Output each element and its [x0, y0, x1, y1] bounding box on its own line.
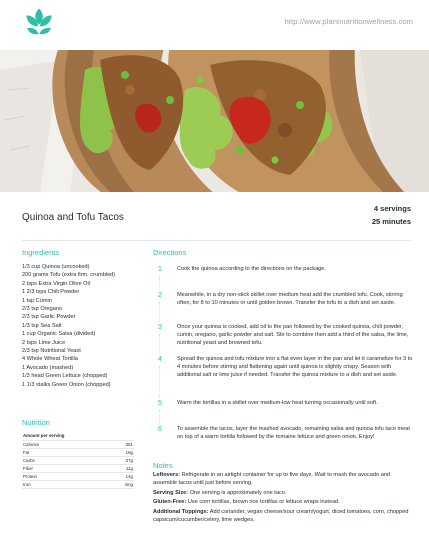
ingredient-item: 2/3 tsp Garlic Powder — [22, 314, 76, 321]
nutrition-table — [22, 432, 134, 489]
note-label: Additional Toppings: — [153, 509, 209, 516]
note-text: One serving is approximately one taco. — [188, 489, 287, 496]
note-item — [153, 509, 415, 525]
notes-section — [153, 472, 415, 527]
ingredient-item: 1/3 cup Quinoa (uncooked) — [22, 264, 90, 270]
step-text: Once your quinoa is cooked, add oil to the pan followed by the cooked quinoa, chili powder, cumin, oregano, garlic powder and salt. Stir to combine then add a third of the salsa, the lime, nutritional yeast and browned tofu. — [177, 324, 409, 346]
nutrient-label: Carbs — [22, 456, 93, 464]
step-text: To assemble the tacos, layer the mashed avocado, remaining salsa and quinoa tofu taco meat on top of a warm tortilla followed by the romaine lettuce and green onion. Enjoy! — [177, 426, 410, 440]
ingredient-item: 4 Whole Wheat Tortilla — [22, 356, 78, 363]
step-text: Cook the quinoa according to the directions on the package. — [177, 266, 326, 272]
ingredient-item: 2 tsps Extra Virgin Olive Oil — [22, 280, 90, 287]
nutrient-value: 351 — [93, 440, 134, 448]
ingredient-item: 1 Avocado (mashed) — [22, 364, 74, 371]
nutrient-label: Iron — [22, 480, 93, 488]
table-row — [22, 432, 134, 440]
step-connector — [159, 334, 161, 354]
note-item — [153, 499, 415, 507]
nutrition-heading: Nutrition — [22, 418, 50, 427]
step-connector — [159, 366, 161, 398]
note-text: Add coriander, vegan cheese/sour cream/yogurt, diced tomatoes, corn, chopped capsicum/cucumber/celery, lime wedges. — [153, 509, 409, 523]
tacos-illustration — [0, 50, 429, 192]
nutrient-value: 37g — [93, 456, 134, 464]
step-text: Spread the quinoa and tofu mixture into a flat even layer in the pan and let it caramelize for 3 to 4 minutes before stirring and flattening again until quinoa is slightly crispy. Season with additional salt or lime juice if needed. Transfer the quinoa mixture to a dish and set aside. — [177, 356, 413, 378]
note-text: Use corn tortillas, brown rice tortillas or lettuce wraps instead. — [186, 499, 340, 506]
notes-heading: Notes — [153, 461, 173, 470]
nutrient-label: Calories — [22, 440, 93, 448]
hero-photo — [0, 50, 429, 192]
ingredient-item: 1 2/3 tsps Chili Powder — [22, 289, 80, 296]
step-number: 6 — [158, 426, 162, 433]
ingredient-item: 1 tsp Cumin — [22, 297, 52, 304]
nutrient-value: 11g — [93, 464, 134, 472]
nutrient-label: Fiber — [22, 464, 93, 472]
note-label: Gluten-Free: — [153, 499, 187, 506]
step-number: 4 — [158, 356, 162, 363]
step-number: 1 — [158, 266, 162, 273]
table-row — [22, 440, 134, 448]
nutrition-header-label: Amount per serving — [22, 432, 134, 440]
ingredient-item: 1/3 head Green Lettuce (chopped) — [22, 373, 108, 380]
ingredients-heading: Ingredients — [22, 248, 60, 257]
step-connector — [159, 410, 161, 424]
site-url[interactable]: http://www.plantnutritionwellness.com — [284, 17, 413, 26]
ingredient-item: 1 1/3 stalks Green Onion (chopped) — [22, 381, 111, 388]
step-number: 3 — [158, 324, 162, 331]
table-row — [22, 448, 134, 456]
directions-heading: Directions — [153, 248, 187, 257]
step-text: Warm the tortillas in a skillet over medium-low heat turning occasionally until soft. — [177, 400, 378, 406]
note-item — [153, 472, 415, 488]
recipe-title-row — [0, 192, 429, 236]
cook-time: 25 minutes — [371, 217, 411, 226]
nutrient-label: Fat — [22, 448, 93, 456]
nutrient-value: 18g — [93, 448, 134, 456]
page-header — [0, 0, 429, 50]
table-row — [22, 480, 134, 488]
step-text: Meanwhile, in a dry non-stick skillet over medium heat add the crumbled tofu. Cook, stirring often, for 8 to 10 minutes or until golden brown. Transfer the tofu to a dish and set aside. — [177, 292, 403, 306]
recipe-title: Quinoa and Tofu Tacos — [22, 212, 124, 223]
note-label: Serving Size: — [153, 489, 189, 496]
note-label: Leftovers: — [153, 472, 181, 478]
table-row — [22, 456, 134, 464]
servings-count: 4 servings — [373, 204, 411, 213]
table-row — [22, 472, 134, 480]
ingredient-item: 2/3 tsp Nutritional Yeast — [22, 348, 81, 355]
nutrient-value: 4mg — [93, 480, 134, 488]
ingredient-item: 1/3 tsp Sea Salt — [22, 322, 62, 329]
ingredient-item: 1 cup Organic Salsa (divided) — [22, 331, 96, 338]
step-number: 5 — [158, 400, 162, 407]
leaf-logo-icon — [22, 6, 56, 40]
nutrient-value: 14g — [93, 472, 134, 480]
title-divider — [22, 240, 411, 241]
step-connector — [159, 276, 161, 290]
nutrient-label: Protein — [22, 472, 93, 480]
note-item — [153, 490, 415, 498]
ingredient-item: 2 tsps Lime Juice — [22, 339, 66, 346]
step-connector — [159, 302, 161, 322]
ingredient-item: 2/3 tsp Oregano — [22, 306, 63, 313]
step-number: 2 — [158, 292, 162, 299]
ingredients-list — [22, 263, 142, 389]
ingredient-item: 200 grams Tofu (extra firm, crumbled) — [22, 272, 116, 279]
table-row — [22, 464, 134, 472]
note-text: Refrigerate in an airtight container for up to five days. Wait to mash the avocado and assemble tacos until just before serving. — [153, 472, 391, 486]
